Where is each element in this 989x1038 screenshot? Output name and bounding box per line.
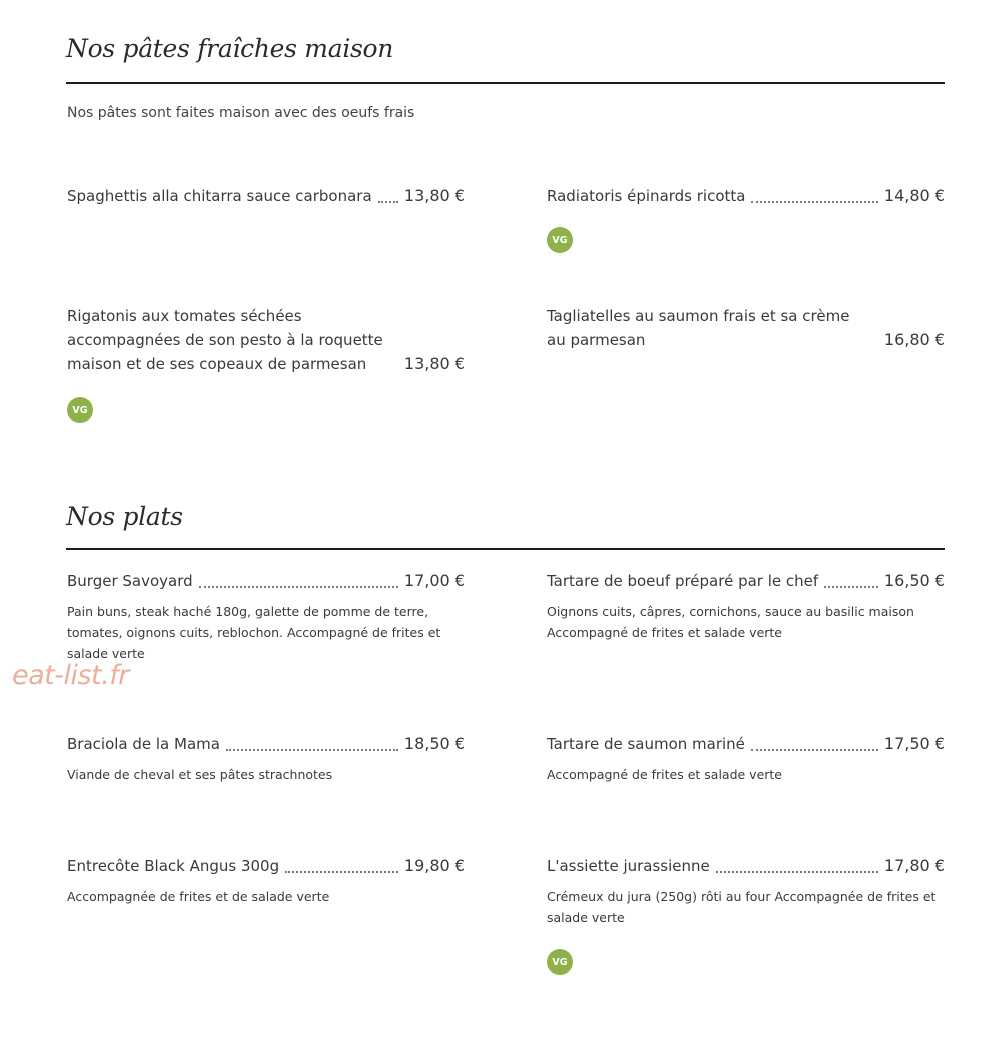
- menu-item: [547, 569, 945, 643]
- item-name: Tartare de boeuf préparé par le chef: [547, 572, 819, 590]
- section-title-pasta: Nos pâtes fraîches maison: [66, 34, 394, 63]
- item-name: Burger Savoyard: [67, 572, 193, 590]
- item-name: Radiatoris épinards ricotta: [547, 187, 746, 205]
- section-intro: Nos pâtes sont faites maison avec des oeufs frais: [67, 105, 415, 121]
- menu-item: [547, 854, 945, 928]
- item-name: Rigatonis aux tomates séchées accompagnées de son pesto à la roquette maison et de ses copeaux de parmesan: [67, 307, 383, 373]
- menu-item: [547, 732, 945, 785]
- watermark: eat-list.fr: [12, 660, 129, 691]
- leader-dots: [199, 585, 398, 588]
- menu-item: [547, 304, 945, 352]
- menu-item: [67, 732, 465, 785]
- leader-dots: [751, 200, 877, 203]
- item-name: Entrecôte Black Angus 300g: [67, 857, 280, 875]
- item-price: 17,80 €: [883, 856, 945, 875]
- menu-item: [547, 184, 945, 208]
- item-name: Spaghettis alla chitarra sauce carbonara: [67, 187, 372, 205]
- leader-dots: [285, 870, 398, 873]
- item-price: 17,50 €: [883, 734, 945, 753]
- section-title-plats: Nos plats: [66, 502, 183, 531]
- menu-item: [67, 304, 465, 376]
- item-description: Crémeux du jura (250g) rôti au four Accompagnée de frites et salade verte: [547, 889, 936, 925]
- menu-item: [67, 569, 465, 664]
- item-price: 19,80 €: [403, 856, 465, 875]
- item-price: 16,80 €: [883, 330, 945, 349]
- item-price: 16,50 €: [883, 571, 945, 590]
- leader-dots: [226, 748, 398, 751]
- item-name: Tagliatelles au saumon frais et sa crème au parmesan: [547, 307, 850, 349]
- item-description: Accompagnée de frites et de salade verte: [67, 889, 330, 904]
- item-name: L'assiette jurassienne: [547, 857, 710, 875]
- item-price: 17,00 €: [403, 571, 465, 590]
- vegetarian-badge: VG: [547, 949, 573, 975]
- item-price: 18,50 €: [403, 734, 465, 753]
- item-name: Tartare de saumon mariné: [547, 735, 745, 753]
- item-description: Accompagné de frites et salade verte: [547, 767, 782, 782]
- item-price: 13,80 €: [403, 354, 465, 373]
- leader-dots: [751, 748, 878, 751]
- section-divider: [66, 82, 945, 84]
- section-divider: [66, 548, 945, 550]
- menu-item: [67, 184, 465, 208]
- leader-dots: [378, 200, 398, 203]
- vegetarian-badge: VG: [547, 227, 573, 253]
- leader-dots: [824, 585, 878, 588]
- item-price: 14,80 €: [883, 186, 945, 205]
- item-name: Braciola de la Mama: [67, 735, 220, 753]
- item-description: Pain buns, steak haché 180g, galette de pomme de terre, tomates, oignons cuits, reblochon. Accompagné de frites et salade verte: [67, 604, 441, 661]
- item-description: Viande de cheval et ses pâtes strachnotes: [67, 767, 333, 782]
- item-description: Oignons cuits, câpres, cornichons, sauce au basilic maison Accompagné de frites et salade verte: [547, 604, 914, 640]
- menu-item: [67, 854, 465, 907]
- leader-dots: [716, 870, 878, 873]
- item-price: 13,80 €: [403, 186, 465, 205]
- vegetarian-badge: VG: [67, 397, 93, 423]
